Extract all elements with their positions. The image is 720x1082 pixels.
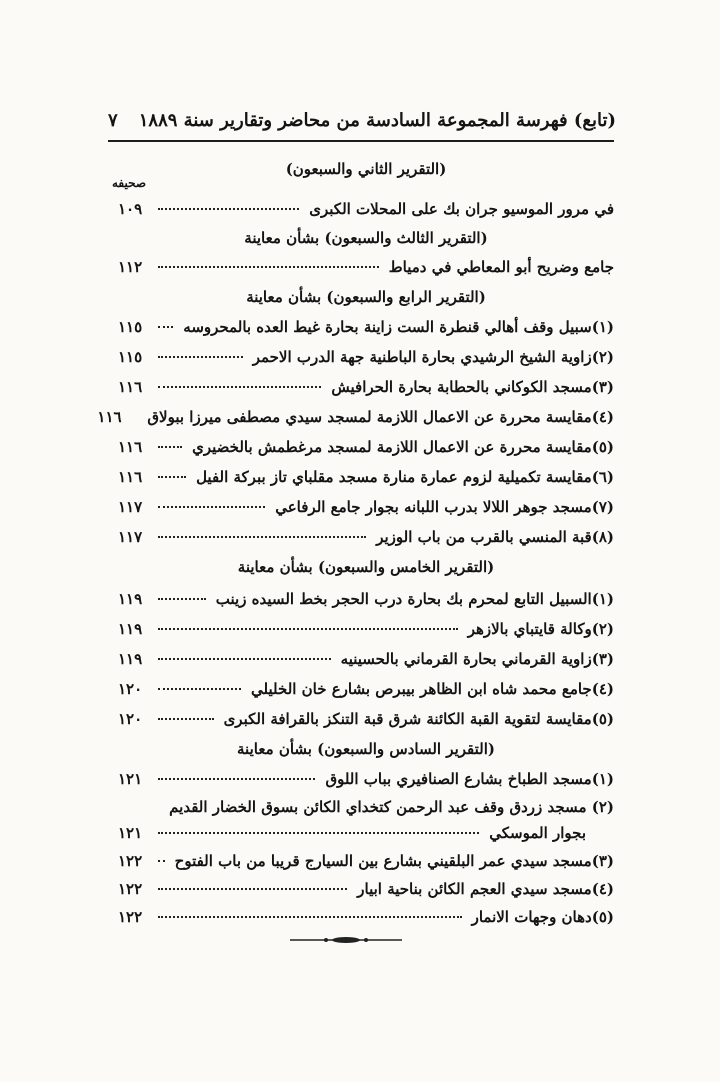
toc-entry (118, 498, 614, 522)
dot-leader (158, 860, 165, 862)
entry-number: (٧) (591, 498, 614, 516)
section-heading: (التقرير الرابع والسبعون) بشأن معاينة (246, 288, 486, 306)
toc-entry (118, 650, 614, 674)
entry-title: جامع محمد شاه ابن الظاهر بيبرص بشارع خان الخليلي (251, 680, 592, 698)
entry-number: (١) (591, 318, 614, 336)
entry-page: ١٠٩ (118, 200, 143, 218)
dot-leader (158, 598, 206, 600)
header-title: (تابع) فهرسة المجموعة السادسة من محاضر وتقارير سنة ١٨٨٩ (138, 110, 616, 131)
end-ornament (290, 935, 402, 945)
dot-leader (158, 476, 186, 478)
dot-leader (158, 208, 299, 210)
toc-entry (118, 378, 614, 402)
entry-page: ١١٥ (118, 318, 143, 336)
entry-number: (٣) (591, 378, 614, 396)
toc-entry (118, 620, 614, 644)
entry-title: السبيل التابع لمحرم بك بحارة درب الحجر بخط السيده زينب (215, 590, 592, 608)
toc-entry (118, 590, 614, 614)
entry-page: ١١٦ (118, 438, 143, 456)
page-column-label: صحيفه (112, 176, 147, 190)
entry-title: مسجد سيدي عمر البلقيني بشارع بين السيارج قريبا من باب الفتوح (174, 852, 592, 870)
dot-leader (158, 326, 173, 328)
entry-page: ١١٧ (118, 528, 143, 546)
dot-leader (158, 832, 479, 834)
entry-page: ١٢٢ (118, 852, 143, 870)
toc-entry (118, 852, 614, 876)
entry-page: ١١٩ (118, 650, 143, 668)
entry-page: ١١٦ (118, 468, 143, 486)
entry-title: زاوية القرماني بحارة القرماني بالحسينيه (340, 650, 592, 668)
toc-entry (97, 408, 614, 432)
dot-leader (158, 356, 243, 358)
dot-leader (158, 658, 331, 660)
dot-leader (158, 536, 366, 538)
entry-number: (٥) (591, 438, 614, 456)
entry-number: (٤) (591, 408, 614, 426)
dot-leader (158, 628, 458, 630)
entry-title: مقايسة تكميلية لزوم عمارة منارة مسجد مقلباي تاز ببركة الفيل (196, 468, 592, 486)
entry-number: (٢) (591, 348, 614, 366)
entry-number: (٢) (591, 620, 614, 638)
entry-title: وكالة قايتباي بالازهر (467, 620, 592, 638)
entry-page: ١٢٠ (118, 710, 143, 728)
entry-page: ١٢١ (118, 770, 143, 788)
entry-number: (٥) (591, 710, 614, 728)
entry-title: مسجد زردق وقف عبد الرحمن كتخداي الكائن بسوق الخضار القديم (169, 798, 587, 816)
toc-entry (118, 468, 614, 492)
toc-entry (118, 770, 614, 794)
entry-page: ١١٩ (118, 590, 143, 608)
dot-leader (158, 688, 241, 690)
toc-entry (118, 348, 614, 372)
entry-page: ١٢٢ (118, 880, 143, 898)
dot-leader (158, 266, 379, 268)
dot-leader (158, 446, 182, 448)
entry-title: سبيل وقف أهالي قنطرة الست زاينة بحارة غيط العده بالمحروسه (183, 318, 592, 336)
entry-title: دهان وجهات الانمار (471, 908, 592, 926)
entry-title: مسجد جوهر اللالا بدرب اللبانه بجوار جامع الرفاعي (275, 498, 592, 516)
section-heading: (التقرير الثاني والسبعون) (285, 160, 447, 178)
entry-title: مقايسة لتقوية القبة الكائنة شرق قبة التنكز بالقرافة الكبرى (223, 710, 592, 728)
entry-page: ١١٥ (118, 348, 143, 366)
entry-number: (١) (591, 770, 614, 788)
toc-entry (118, 908, 614, 932)
entry-title: زاوية الشيخ الرشيدي بحارة الباطنية جهة الدرب الاحمر (252, 348, 592, 366)
entry-title: مقايسة محررة عن الاعمال اللازمة لمسجد سيدي مصطفى ميرزا ببولاق (147, 408, 592, 426)
entry-page: ١٢٢ (118, 908, 143, 926)
toc-entry-continuation (118, 824, 614, 848)
toc-entry (118, 880, 614, 904)
entry-title: قبة المنسي بالقرب من باب الوزير (376, 528, 592, 546)
toc-entry (118, 258, 614, 282)
entry-number: (٦) (591, 468, 614, 486)
entry-number: (٥) (591, 908, 614, 926)
toc-entry (118, 318, 614, 342)
section-heading: (التقرير الخامس والسبعون) بشأن معاينة (237, 558, 495, 576)
section-heading: (التقرير السادس والسبعون) بشأن معاينة (237, 740, 495, 758)
entry-number: (٣) (591, 852, 614, 870)
header-page-number: ٧ (108, 110, 118, 131)
toc-entry-multiline (118, 798, 614, 816)
toc-entry (118, 528, 614, 552)
entry-number: (٤) (591, 880, 614, 898)
entry-page: ١١٧ (118, 498, 143, 516)
dot-leader (158, 506, 265, 508)
section-heading: (التقرير الثالث والسبعون) بشأن معاينة (244, 229, 488, 247)
dot-leader (158, 386, 321, 388)
entry-number: (٣) (591, 650, 614, 668)
dot-leader (158, 916, 462, 918)
entry-page: ١١٦ (118, 378, 143, 396)
entry-page: ١١٩ (118, 620, 143, 638)
entry-title: جامع وضريح أبو المعاطي في دمياط (388, 258, 614, 276)
entry-page: ١١٢ (118, 258, 143, 276)
dot-leader (158, 778, 315, 780)
entry-title-continued: بجوار الموسكي (489, 824, 586, 842)
entry-page: ١٢٠ (118, 680, 143, 698)
entry-title: مسجد الكوكاني بالحطابة بحارة الحرافيش (331, 378, 592, 396)
entry-title: مقايسة محررة عن الاعمال اللازمة لمسجد مرغطمش بالخضيري (192, 438, 592, 456)
header-rule (108, 140, 614, 142)
entry-number: (١) (591, 590, 614, 608)
entry-number: (٨) (591, 528, 614, 546)
toc-entry (118, 438, 614, 462)
entry-number: (٤) (591, 680, 614, 698)
dot-leader (158, 718, 214, 720)
entry-page: ١٢١ (118, 824, 143, 842)
toc-entry (118, 200, 614, 224)
running-header (108, 110, 616, 131)
entry-number: (٢) (591, 798, 614, 816)
toc-entry (118, 680, 614, 704)
entry-title: في مرور الموسيو جران بك على المحلات الكبرى (309, 200, 614, 218)
entry-title: مسجد الطباخ بشارع الصنافيري بباب اللوق (325, 770, 592, 788)
toc-entry (118, 710, 614, 734)
dot-leader (158, 888, 347, 890)
entry-title: مسجد سيدي العجم الكائن بناحية ابيار (357, 880, 592, 898)
entry-page: ١١٦ (97, 408, 122, 426)
